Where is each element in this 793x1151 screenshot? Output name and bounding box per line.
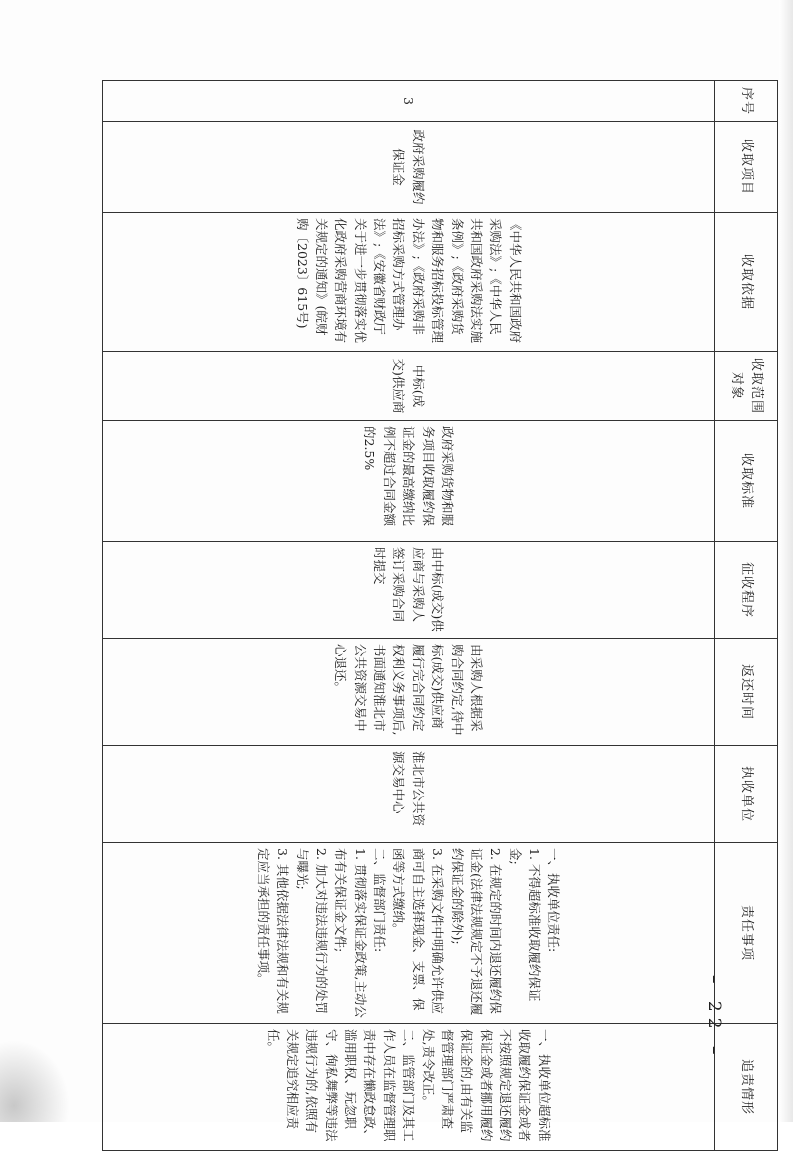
- header-accountability: 追责情形: [715, 1024, 778, 1151]
- cell-unit: 淮北市公共资源交易中心: [103, 746, 715, 843]
- header-basis: 收取依据: [715, 213, 778, 352]
- duty-line: 2. 在规定的时间内退还履约保证金(法律法规规定不予退还履约保证金的除外);: [449, 848, 504, 1016]
- cell-seq: 3: [103, 81, 715, 122]
- cell-procedure: 由中标(成交)供应商与采购人签订采购合同时提交: [103, 542, 715, 639]
- table-row: [103, 81, 715, 1151]
- page-number-text: – 22 –: [704, 975, 724, 1061]
- header-item: 收取项目: [715, 122, 778, 213]
- duty-line: 3. 其他依据法律法规和有关规定应当承担的责任事项。: [255, 848, 291, 1014]
- header-target: 收取范围对象: [715, 352, 778, 421]
- header-seq: 序号: [715, 81, 778, 122]
- accountability-line: 二、监管部门及其工作人员在监督管理职责中存在懒政怠政、滥用职权、玩忽职守、徇私舞弊等违法违规行为的,依照有关规定追究相应责任。: [265, 1029, 417, 1142]
- cell-duty: [103, 843, 715, 1024]
- duty-line: 1. 贯彻落实保证金政策,主动公布有关保证金文件;: [333, 848, 368, 1018]
- header-standard: 收取标准: [715, 421, 778, 542]
- header-duty: 责任事项: [715, 843, 778, 1024]
- page-number: [702, 975, 732, 1085]
- header-procedure: 征收程序: [715, 542, 778, 639]
- cell-basis: 《中华人民共和国政府采购法》;《中华人民共和国政府采购法实施条例》;《政府采购货物和服务招标投标管理办法》;《政府采购非招标采购方式管理办法》;《安徽省财政厅关于进一步贯彻落实优化政府采购营商环境有关规定的通知》(皖财购〔2023〕615号): [103, 213, 715, 352]
- accountability-line: 一、执收单位超标准收取履约保证金或者不按照规定退还履约保证金或者挪用履约保证金的,由有关监督管理部门严肃查处,责令改正。: [420, 1029, 552, 1142]
- header-return-time: 返还时间: [715, 639, 778, 746]
- cell-accountability: [103, 1024, 715, 1151]
- scan-corner-shadow: [0, 1040, 70, 1122]
- cell-standard: 政府采购货物和服务项目收取履约保证金的最高缴纳比例不超过合同金额的2.5%: [103, 421, 715, 542]
- rotated-table-sheet: [102, 80, 778, 1142]
- cell-target: 中标(成交)供应商: [103, 352, 715, 421]
- fee-table: [102, 80, 778, 1151]
- cell-return-time: 由采购人根据采购合同约定,待中标(成交)供应商履行完合同约定权利义务事项后,书面通知淮北市公共资源交易中心退还。: [103, 639, 715, 746]
- duty-line: 一、执收单位责任:: [546, 848, 562, 953]
- cell-item: 政府采购履约保证金: [103, 122, 715, 213]
- header-unit: 执收单位: [715, 746, 778, 843]
- duty-line: 1. 不得超标准收取履约保证金;: [507, 848, 543, 1002]
- duty-line: 2. 加大对违法违规行为的处罚与曝光;: [294, 848, 329, 1014]
- duty-line: 二、监督部门责任:: [372, 848, 388, 953]
- scan-edge-shadow: [779, 0, 793, 1122]
- duty-line: 3. 在采购文件中明确允许供应商可自主选择现金、支票、保函等方式缴纳。: [391, 848, 446, 1014]
